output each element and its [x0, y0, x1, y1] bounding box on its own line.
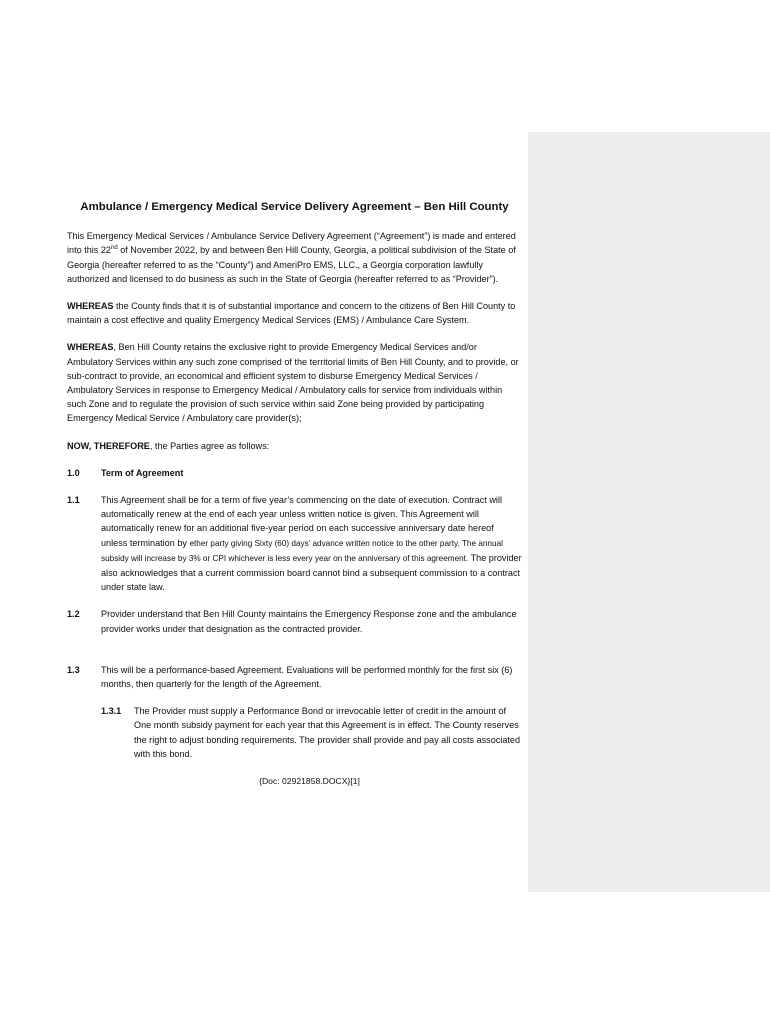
therefore-text: , the Parties agree as follows:	[149, 440, 270, 451]
section-1-1	[67, 493, 522, 594]
comment-margin-pane	[528, 132, 770, 892]
section-heading: Term of Agreement	[101, 467, 184, 478]
section-text-small: ether party giving Sixty (60) days’ advance written notice to the other party. The annual subsidy will increase by 3% or CPI whichever is less every year on the anniversary of this agreement.	[101, 538, 503, 563]
whereas-paragraph-1	[67, 299, 522, 327]
subsection-text: The Provider must supply a Performance Bond or irrevocable letter of credit in the amount of One month subsidy payment for each year that this Agreement is in effect. The County reserves the right to adjust bonding requirements. The provider shall provide and pay all costs associated with this bond.	[134, 706, 521, 759]
document-page	[67, 200, 522, 788]
section-number: 1.1	[67, 495, 80, 506]
whereas-text: the County finds that it is of substantial importance and concern to the citizens of Ben Hill County to maintain a cost effective and quality Emergency Medical Services (EMS) / Ambulance Care System.	[67, 301, 516, 326]
section-1-2	[67, 607, 522, 635]
section-1-3-1	[101, 704, 522, 761]
whereas-text: , Ben Hill County retains the exclusive right to provide Emergency Medical Services and/or Ambulatory Services within any such zone comprised of the territorial limits of Ben Hill County, and to provide, or sub-contract to provide, an economical and efficient system to disburse Emergency Medical Services / Ambulatory Services in response to Emergency Medical / Ambulatory calls for service from individuals within such Zone and to regulate the provision of such service within said Zone being provided by participating Emergency Medical Service / Ambulatory care provider(s);	[67, 342, 519, 424]
section-number: 1.3	[67, 664, 80, 675]
section-number: 1.2	[67, 609, 80, 620]
subsection-number: 1.3.1	[101, 706, 122, 717]
section-text-c: The provider also acknowledges that a current commission board cannot bind a subsequent commission to a contract under state law.	[101, 552, 522, 593]
therefore-paragraph	[67, 439, 522, 453]
whereas-keyword: WHEREAS	[67, 301, 114, 312]
whereas-keyword: WHEREAS	[67, 342, 114, 353]
intro-paragraph	[67, 229, 522, 286]
intro-text-end: of November 2022, by and between Ben Hill County, Georgia, a political subdivision of the State of Georgia (hereafter referred to as the “County”) and AmeriPro EMS, LLC., a Georgia corporation lawfully authorized and licensed to do business as such in the State of Georgia (hereafter referred to as “Provider”).	[67, 245, 516, 284]
intro-text-start: This Emergency Medical Services / Ambulance Service Delivery Agreement (“Agreement”) is made and entered into this 22	[67, 231, 516, 256]
section-text: This will be a performance-based Agreement. Evaluations will be performed monthly for the first six (6) months, then quarterly for the length of the Agreement.	[101, 664, 513, 690]
ordinal-superscript: nd	[110, 245, 118, 252]
section-text	[101, 493, 522, 594]
document-title: Ambulance / Emergency Medical Service Delivery Agreement – Ben Hill County	[80, 201, 509, 213]
section-number: 1.0	[67, 467, 80, 478]
section-text-a: This Agreement shall be for a term of five year’s commencing on the date of execution. Contract will automatically renew at the end of each year unless written notice is given. This Agreement will automatically renew for an additional five-year period on each successive anniversary date hereof unless termination by	[101, 495, 502, 548]
whereas-paragraph-2	[67, 340, 522, 425]
therefore-keyword: NOW, THEREFORE	[67, 440, 150, 451]
section-1-0	[67, 466, 522, 480]
blank-line	[67, 649, 522, 663]
section-text: Provider understand that Ben Hill County maintains the Emergency Response zone and the ambulance provider works under that designation as the contracted provider.	[101, 609, 517, 634]
section-1-3	[67, 663, 522, 691]
document-footer-id: {Doc: 02921858.DOCX}[1]	[259, 776, 360, 787]
